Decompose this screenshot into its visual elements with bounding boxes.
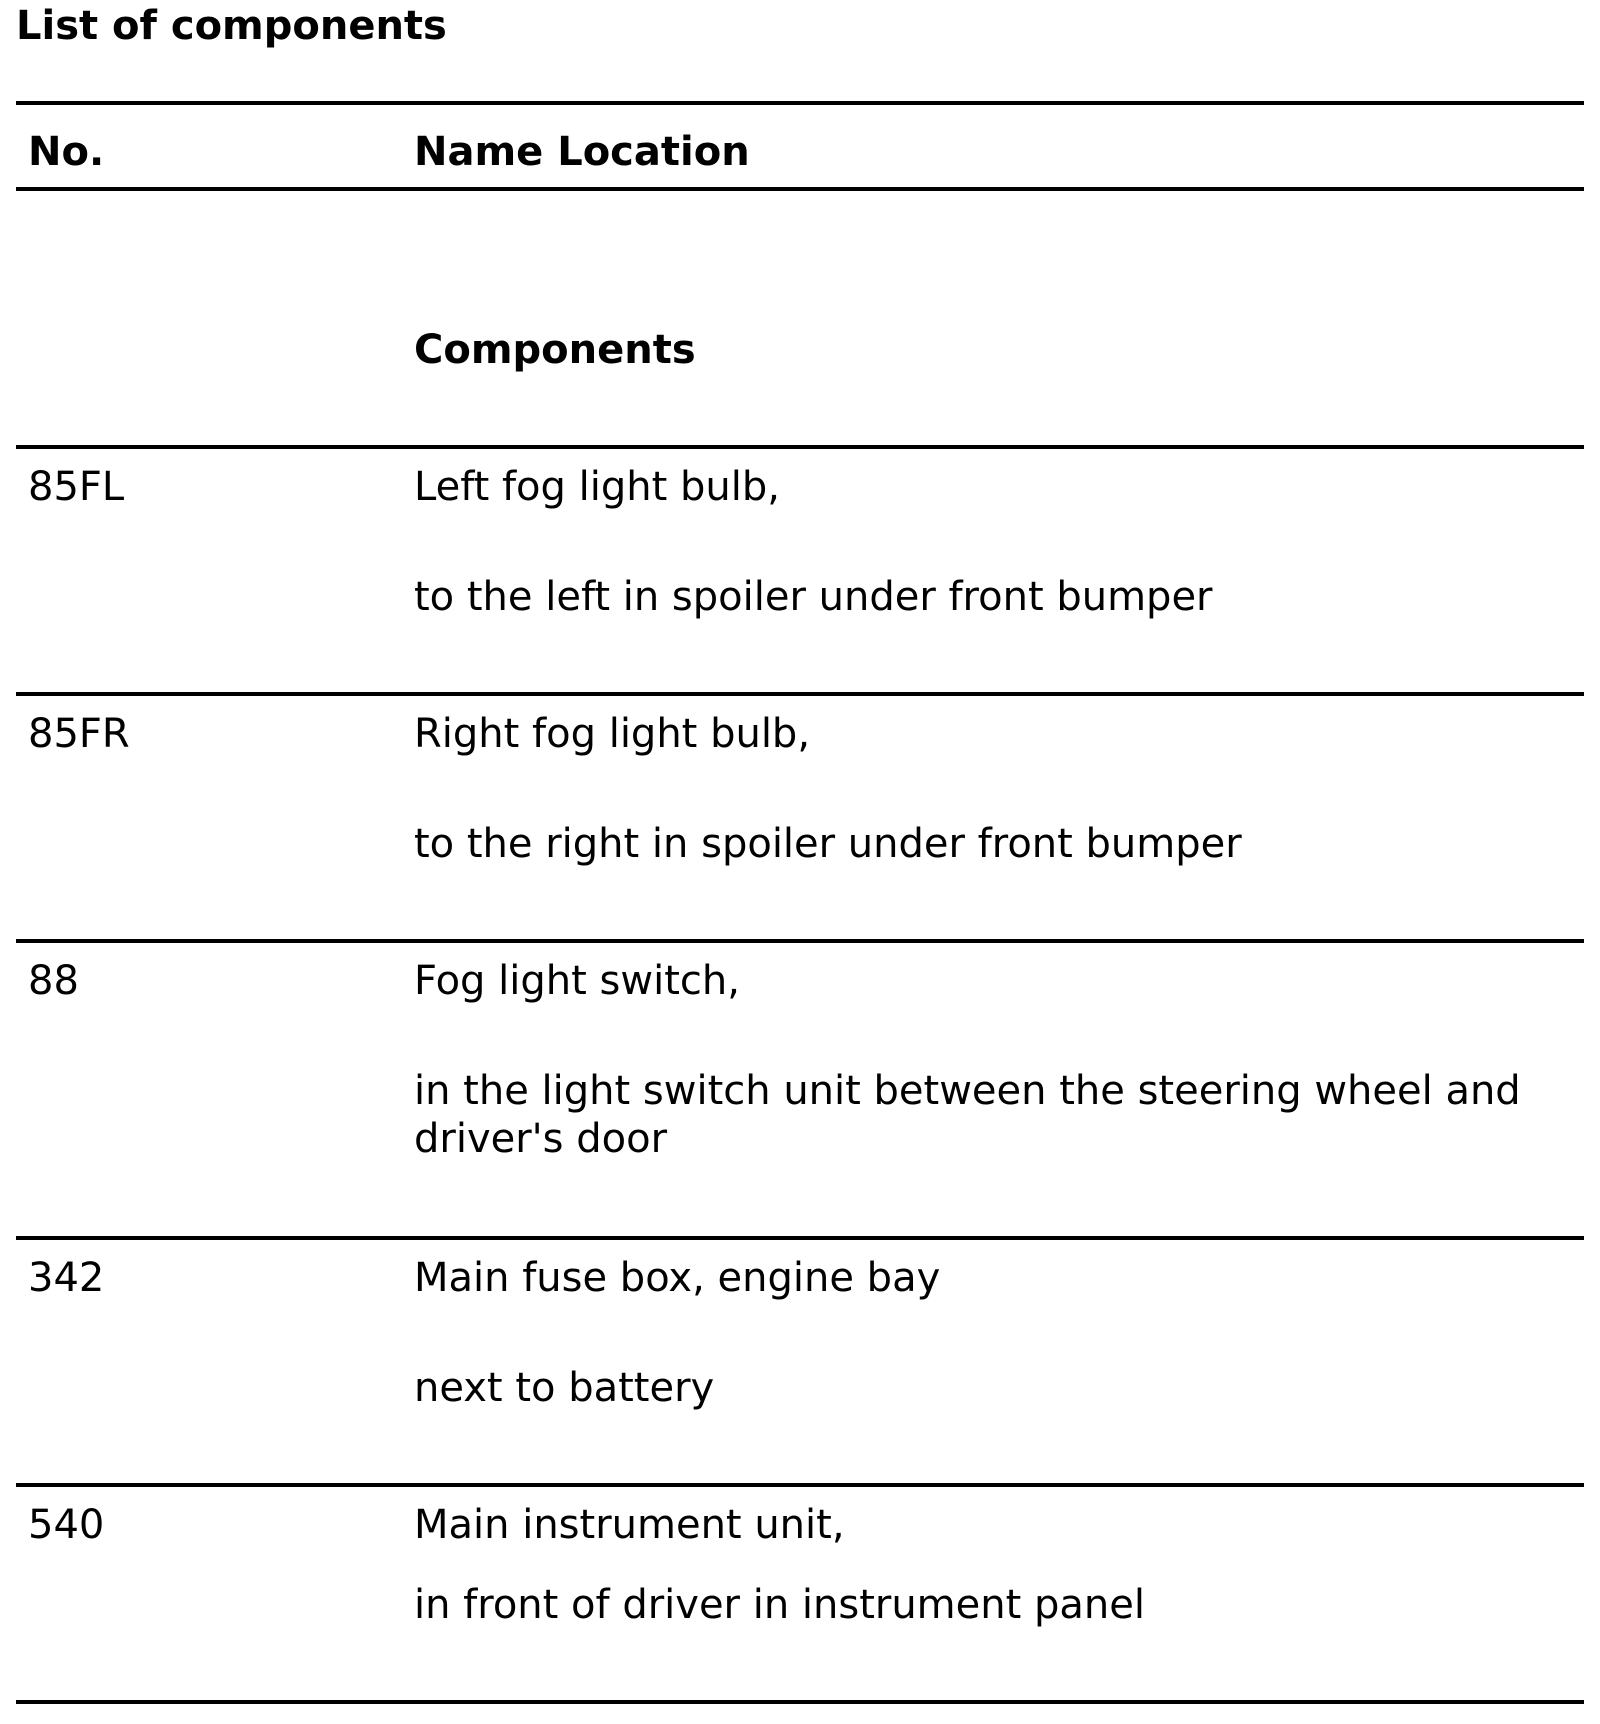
section-label: Components — [414, 327, 696, 373]
row-divider — [16, 1236, 1584, 1240]
row-name: Right fog light bulb, — [414, 711, 811, 757]
row-location: to the left in spoiler under front bumper — [414, 574, 1213, 620]
page-title: List of components — [16, 3, 447, 49]
row-divider — [16, 939, 1584, 943]
row-number: 88 — [28, 958, 79, 1004]
row-name: Left fog light bulb, — [414, 464, 780, 510]
row-location: to the right in spoiler under front bumper — [414, 821, 1242, 867]
row-number: 540 — [28, 1502, 105, 1548]
table-top-rule — [16, 101, 1584, 105]
row-divider — [16, 445, 1584, 449]
row-name: Main fuse box, engine bay — [414, 1255, 941, 1301]
row-location: next to battery — [414, 1365, 715, 1411]
row-divider — [16, 1483, 1584, 1487]
row-number: 85FL — [28, 464, 125, 510]
header-name-location: Name Location — [414, 129, 750, 175]
row-number: 85FR — [28, 711, 130, 757]
row-location: in front of driver in instrument panel — [414, 1582, 1145, 1628]
row-divider — [16, 692, 1584, 696]
table-bottom-rule — [16, 1700, 1584, 1704]
row-location: in the light switch unit between the steering wheel and driver's door — [414, 1068, 1521, 1162]
row-name: Main instrument unit, — [414, 1502, 845, 1548]
header-no: No. — [28, 129, 105, 175]
row-name: Fog light switch, — [414, 958, 740, 1004]
row-number: 342 — [28, 1255, 105, 1301]
header-rule — [16, 187, 1584, 191]
